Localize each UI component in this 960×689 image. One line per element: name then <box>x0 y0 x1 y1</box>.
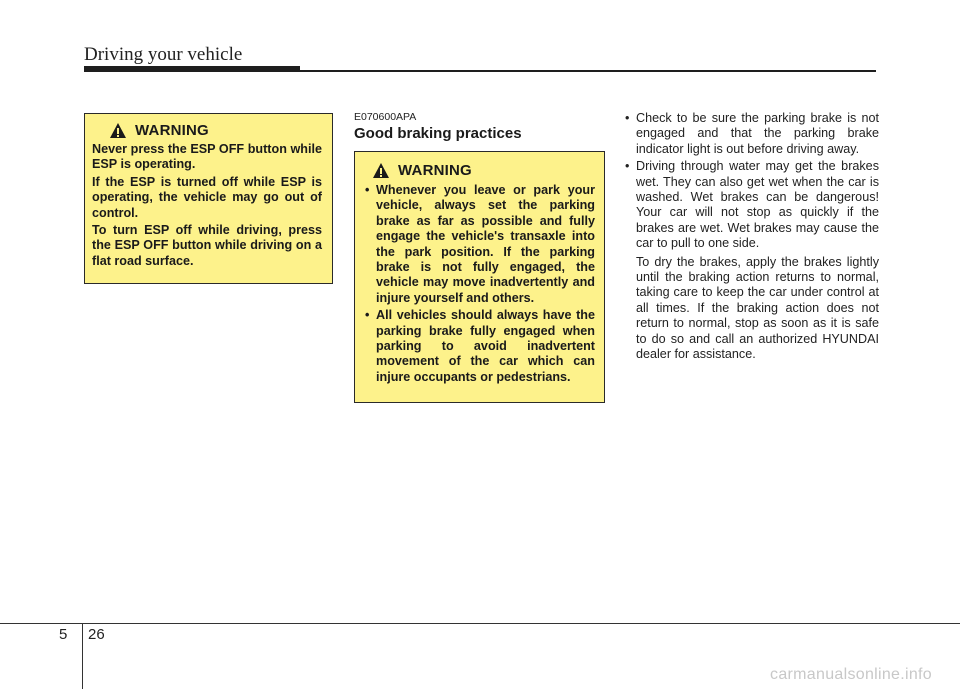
warning-header <box>109 122 322 139</box>
section-number: 5 <box>59 626 68 643</box>
braking-tip: • Driving through water may get the brakes wet. They can also get wet when the car is washed. Wet brakes can be dangerous! Your car will not stop as quickly if the brakes are wet. Wet brakes may cause the car to pull to one side. <box>624 159 879 251</box>
warning-bullet-list <box>364 183 595 385</box>
footer-divider <box>82 623 83 689</box>
warning-triangle-icon <box>109 122 127 139</box>
warning-paragraph: To turn ESP off while driving, press the ESP OFF button while driving on a flat road surface. <box>92 223 322 268</box>
braking-tip: • Check to be sure the parking brake is not engaged and that the parking brake indicator light is out before driving away. <box>624 111 879 157</box>
warning-box-parking <box>354 151 605 403</box>
warning-header <box>372 162 595 179</box>
watermark: carmanualsonline.info <box>770 666 932 683</box>
warning-triangle-icon <box>372 162 390 179</box>
section-heading: Good braking practices <box>354 125 522 142</box>
warning-paragraph: If the ESP is turned off while ESP is operating, the vehicle may go out of control. <box>92 174 322 220</box>
braking-tips-list <box>624 111 879 252</box>
braking-tip-paragraph: To dry the brakes, apply the brakes lightly until the braking action returns to normal, taking care to keep the car under control at all times. If the braking action does not return to normal, stop as soon as it is safe to do so and call an authorized HYUNDAI dealer for assistance. <box>636 254 879 362</box>
header-bar-thick <box>84 66 300 72</box>
warning-bullet: • All vehicles should always have the parking brake fully engaged when parking to avoid inadvertent movement of the car which can injure occupants or pedestrians. <box>364 308 595 385</box>
braking-tips-column <box>624 111 879 363</box>
section-code: E070600APA <box>354 111 417 123</box>
warning-title: WARNING <box>135 122 209 139</box>
warning-bullet: • Whenever you leave or park your vehicle, always set the parking brake as far as possible and fully engage the vehicle's transaxle into the park position. If the parking brake is not fully engaged, the vehicle may move inadvertently and injure yourself and others. <box>364 183 595 306</box>
page-number: 26 <box>88 626 105 643</box>
warning-paragraph: Never press the ESP OFF button while ESP is operating. <box>92 142 322 172</box>
warning-title: WARNING <box>398 162 472 179</box>
footer-rule <box>0 623 960 624</box>
header-title: Driving your vehicle <box>84 44 243 65</box>
header-rule <box>300 70 876 72</box>
warning-box-esp <box>84 113 333 284</box>
